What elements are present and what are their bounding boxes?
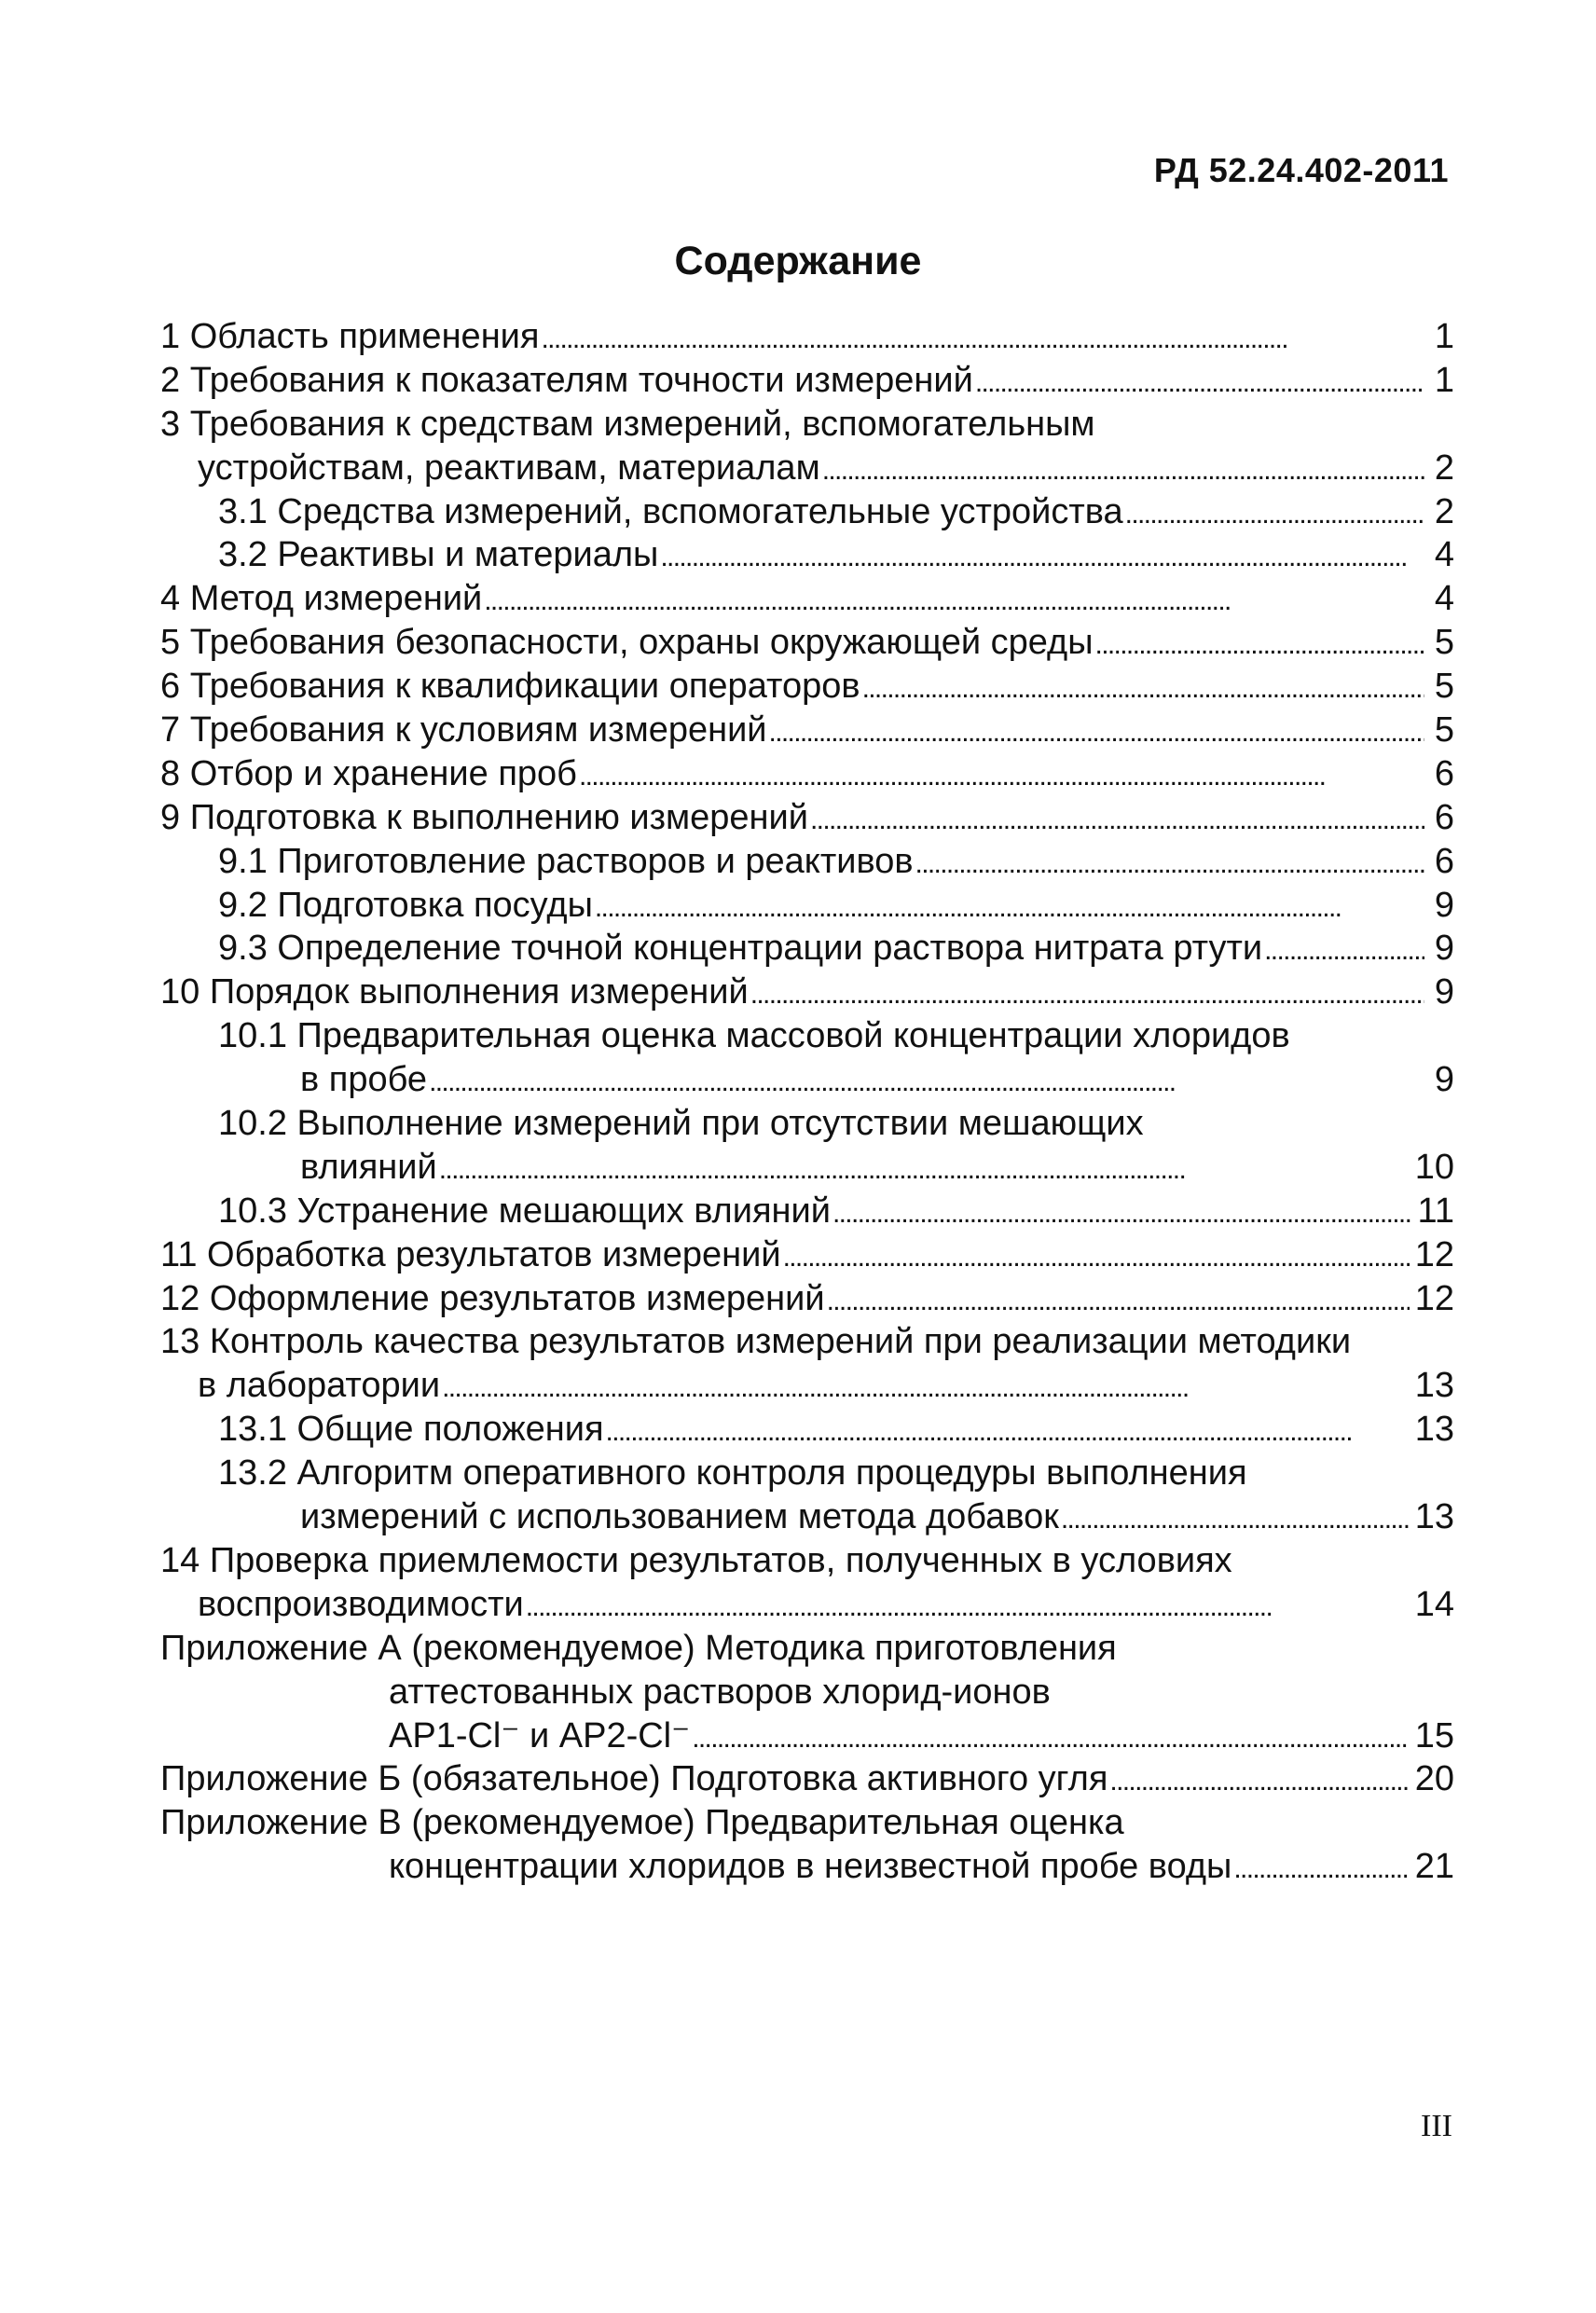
dot-leader: [1233, 1848, 1409, 1892]
toc-entry-text: аттестованных растворов хлорид-ионов: [389, 1672, 1051, 1712]
toc-page-number: 9: [1434, 1060, 1454, 1100]
dot-leader: [1061, 1498, 1410, 1542]
dot-leader: [750, 973, 1424, 1017]
toc-entry-text: Приложение В (рекомендуемое) Предварительная оценка: [160, 1803, 1124, 1843]
toc-subentry[interactable]: [160, 1452, 1454, 1495]
toc-page-number: 9: [1434, 972, 1454, 1012]
toc-page-number: 5: [1434, 623, 1454, 663]
toc-entry-text: 5 Требования безопасности, охраны окружающей среды: [160, 623, 1094, 663]
toc-entry-continuation[interactable]: [160, 1583, 1454, 1627]
toc-entry-text: в пробе: [300, 1060, 428, 1100]
toc-subentry[interactable]: [160, 884, 1454, 928]
toc-subentry[interactable]: [160, 1190, 1454, 1233]
toc-entry[interactable]: [160, 315, 1454, 359]
toc-page-number: 21: [1414, 1847, 1454, 1887]
toc-entry[interactable]: [160, 1277, 1454, 1321]
toc-page-number: 13: [1414, 1497, 1454, 1537]
toc-page-number: 15: [1414, 1715, 1454, 1755]
toc-entry-text: 10.1 Предварительная оценка массовой концентрации хлоридов: [218, 1016, 1290, 1056]
toc-subentry[interactable]: [160, 840, 1454, 884]
toc-entry-text: 9.3 Определение точной концентрации раствора нитрата ртути: [218, 929, 1263, 969]
toc-page-number: 4: [1434, 535, 1454, 575]
toc-page-number: 13: [1414, 1366, 1454, 1406]
toc-entry-continuation[interactable]: [160, 1495, 1454, 1539]
toc-page-number: 5: [1434, 667, 1454, 707]
toc-page-number: 12: [1414, 1278, 1454, 1318]
toc-page-number: 1: [1434, 317, 1454, 356]
toc-page-number: 11: [1417, 1191, 1454, 1231]
toc-page-number: 13: [1414, 1410, 1454, 1450]
toc-page-number: 9: [1434, 885, 1454, 925]
toc-entry[interactable]: [160, 1757, 1454, 1801]
toc-entry-text: 3.2 Реактивы и материалы: [218, 535, 659, 575]
toc-entry-continuation[interactable]: [160, 1845, 1454, 1889]
dot-leader: [832, 1192, 1412, 1236]
toc-entry-text: концентрации хлоридов в неизвестной пробе воды: [389, 1847, 1232, 1887]
page-title: Содержание: [674, 239, 922, 283]
toc-page-number: 2: [1434, 491, 1454, 531]
toc-subentry[interactable]: [160, 1014, 1454, 1058]
toc-entry-text: в лаборатории: [198, 1366, 441, 1406]
dot-leader: [429, 1061, 1424, 1105]
dot-leader: [439, 1149, 1410, 1192]
toc-entry-text: 13.2 Алгоритм оперативного контроля процедуры выполнения: [218, 1453, 1247, 1494]
dot-leader: [660, 536, 1424, 580]
toc-entry-continuation[interactable]: [160, 1364, 1454, 1408]
dot-leader: [769, 711, 1424, 755]
toc-entry-text: 6 Требования к квалификации операторов: [160, 667, 860, 707]
toc-entry[interactable]: [160, 403, 1454, 447]
dot-leader: [442, 1367, 1410, 1411]
dot-leader: [915, 843, 1424, 887]
toc-entry-text: 14 Проверка приемлемости результатов, полученных в условиях: [160, 1540, 1232, 1580]
dot-leader: [862, 668, 1424, 711]
dot-leader: [1264, 929, 1424, 973]
toc-page-number: 20: [1414, 1759, 1454, 1799]
toc-subentry[interactable]: [160, 927, 1454, 971]
dot-leader: [595, 887, 1424, 930]
toc-entry-continuation[interactable]: [160, 447, 1454, 490]
toc-entry-text: 7 Требования к условиям измерений: [160, 710, 767, 750]
toc-entry-continuation[interactable]: [160, 1146, 1454, 1190]
toc-entry-continuation: [160, 1671, 1454, 1714]
toc-page-number: 2: [1434, 447, 1454, 488]
toc-page-number: 6: [1434, 841, 1454, 881]
toc-entry-continuation[interactable]: [160, 1058, 1454, 1102]
toc-page-number: 10: [1414, 1147, 1454, 1187]
toc-page-number: 12: [1414, 1234, 1454, 1274]
toc-entry-text: измерений с использованием метода добавок: [300, 1497, 1059, 1537]
dot-leader: [1095, 624, 1424, 668]
toc-entry[interactable]: [160, 1320, 1454, 1364]
toc-subentry[interactable]: [160, 490, 1454, 534]
dot-leader: [484, 580, 1424, 624]
toc-entry-text: 12 Оформление результатов измерений: [160, 1278, 825, 1318]
toc-entry-text: 9.1 Приготовление растворов и реактивов: [218, 841, 914, 881]
toc-entry[interactable]: [160, 752, 1454, 796]
toc-entry-text: 10.2 Выполнение измерений при отсутствии мешающих: [218, 1104, 1144, 1144]
toc-page-number: 4: [1434, 579, 1454, 619]
toc-entry-text: 11 Обработка результатов измерений: [160, 1234, 781, 1274]
toc-entry[interactable]: [160, 709, 1454, 752]
dot-leader: [1125, 493, 1424, 537]
dot-leader: [783, 1236, 1410, 1280]
dot-leader: [541, 318, 1424, 362]
dot-leader: [827, 1280, 1410, 1324]
toc-entry-text: 3.1 Средства измерений, вспомогательные устройства: [218, 491, 1123, 531]
toc-entry-text: 13 Контроль качества результатов измерений при реализации методики: [160, 1322, 1352, 1362]
toc-entry-continuation[interactable]: [160, 1714, 1454, 1758]
dot-leader: [810, 799, 1424, 843]
dot-leader: [822, 449, 1424, 493]
toc-entry[interactable]: [160, 621, 1454, 665]
toc-entry[interactable]: [160, 1233, 1454, 1277]
toc-entry[interactable]: [160, 971, 1454, 1014]
toc-entry-text: влияний: [300, 1147, 437, 1187]
toc-entry-text: 4 Метод измерений: [160, 579, 483, 619]
toc-entry-text: 9.2 Подготовка посуды: [218, 885, 593, 925]
dot-leader: [579, 755, 1424, 799]
toc-entry-text: 2 Требования к показателям точности измерений: [160, 360, 973, 400]
dot-leader: [526, 1586, 1410, 1630]
toc-entry-text: 9 Подготовка к выполнению измерений: [160, 797, 808, 837]
dot-leader: [606, 1411, 1410, 1454]
dot-leader: [975, 362, 1424, 406]
toc-entry-text: устройствам, реактивам, материалам: [198, 447, 820, 488]
toc-entry-text: АР1-Cl⁻ и АР2-Cl⁻: [389, 1715, 691, 1755]
toc-subentry[interactable]: [160, 1408, 1454, 1452]
toc-entry[interactable]: [160, 665, 1454, 709]
dot-leader: [692, 1717, 1410, 1761]
toc-entry-text: 8 Отбор и хранение проб: [160, 753, 577, 793]
toc-page-number: 6: [1434, 797, 1454, 837]
toc-entry-text: 1 Область применения: [160, 317, 540, 356]
toc-page-number: 9: [1434, 929, 1454, 969]
toc-entry[interactable]: [160, 1627, 1454, 1671]
toc-entry[interactable]: [160, 1539, 1454, 1583]
toc-page-number: 6: [1434, 753, 1454, 793]
toc-subentry[interactable]: [160, 533, 1454, 577]
toc-entry-text: Приложение А (рекомендуемое) Методика приготовления: [160, 1628, 1117, 1668]
toc-entry[interactable]: [160, 577, 1454, 621]
toc-entry-text: Приложение Б (обязательное) Подготовка активного угля: [160, 1759, 1108, 1799]
toc-entry[interactable]: [160, 359, 1454, 403]
toc-entry-text: воспроизводимости: [198, 1584, 524, 1624]
toc-entry-text: 10 Порядок выполнения измерений: [160, 972, 749, 1012]
toc-page-number: 14: [1414, 1584, 1454, 1624]
toc-subentry[interactable]: [160, 1102, 1454, 1146]
toc-page-number: 1: [1434, 360, 1454, 400]
page-number: III: [1421, 2109, 1452, 2143]
document-code: РД 52.24.402-2011: [1153, 151, 1449, 189]
table-of-contents: [160, 315, 1454, 1889]
toc-entry-text: 3 Требования к средствам измерений, вспомогательным: [160, 404, 1095, 444]
toc-entry-text: 10.3 Устранение мешающих влияний: [218, 1191, 831, 1231]
toc-entry[interactable]: [160, 1801, 1454, 1845]
toc-page-number: 5: [1434, 710, 1454, 750]
toc-entry-text: 13.1 Общие положения: [218, 1410, 604, 1450]
toc-entry[interactable]: [160, 796, 1454, 840]
dot-leader: [1109, 1760, 1409, 1804]
